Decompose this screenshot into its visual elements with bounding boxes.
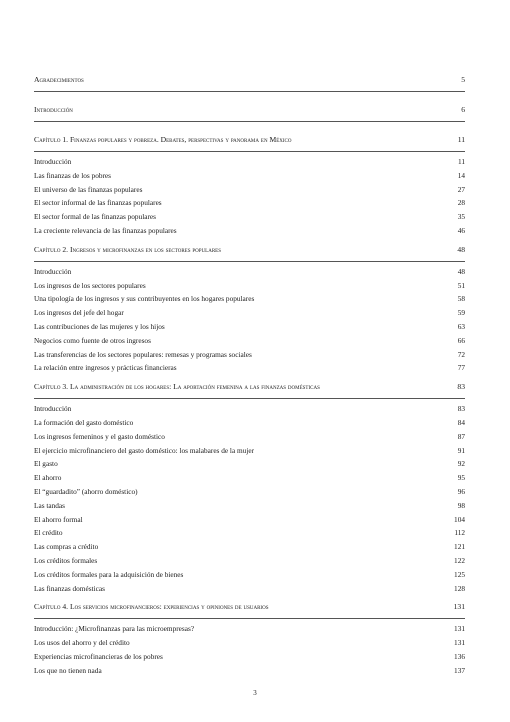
chapter-title: Capítulo 4. Los servicios microfinancieros: experiencias y opiniones de usuarios — [34, 602, 269, 612]
toc-page-number: 136 — [454, 651, 465, 661]
toc-entry[interactable] — [34, 405, 465, 419]
toc-entry-title: Introducción — [34, 157, 72, 166]
toc-entry-title: Negocios como fuente de otros ingresos — [34, 335, 151, 345]
toc-page-number: 104 — [454, 514, 465, 524]
toc-entry-title: El crédito — [34, 528, 63, 538]
toc-page-number: 131 — [454, 624, 465, 634]
toc-page-number: 59 — [457, 308, 465, 318]
toc-page-number: 11 — [457, 157, 465, 166]
chapter-list — [34, 136, 465, 681]
toc-entry[interactable] — [34, 199, 465, 213]
toc-entry-title: Las finanzas de los pobres — [34, 170, 111, 180]
toc-page-number: 122 — [454, 555, 465, 565]
toc-page-number: 66 — [457, 335, 465, 345]
chapter-heading-2[interactable] — [34, 246, 465, 262]
toc-entry[interactable] — [34, 516, 465, 530]
toc-page-number: 46 — [457, 225, 465, 235]
toc-entry-title: El sector informal de las finanzas populares — [34, 198, 162, 208]
toc-page-number: 121 — [454, 542, 465, 552]
toc-entry-title: Los ingresos de los sectores populares — [34, 280, 146, 290]
toc-entry-title: El ahorro formal — [34, 514, 83, 524]
toc-page-number: 58 — [457, 294, 465, 304]
toc-entry-title: El ahorro — [34, 473, 62, 483]
toc-page-number: 51 — [457, 280, 465, 290]
toc-entry[interactable] — [34, 186, 465, 200]
toc-entry-title: El sector formal de las finanzas populares — [34, 212, 156, 222]
toc-entry[interactable] — [34, 268, 465, 282]
page-number-footer: 3 — [253, 689, 257, 697]
toc-entry[interactable] — [34, 282, 465, 296]
toc-entry-title: Los créditos formales para la adquisición de bienes — [34, 569, 184, 579]
chapter-heading-1[interactable] — [34, 136, 465, 152]
toc-page-number: 6 — [461, 105, 465, 114]
toc-entry-title: La relación entre ingresos y prácticas financieras — [34, 363, 177, 373]
toc-entry[interactable] — [34, 323, 465, 337]
toc-entry-title: Una tipología de los ingresos y sus contribuyentes en los hogares populares — [34, 294, 255, 304]
toc-entry-title: El “guardadito” (ahorro doméstico) — [34, 486, 138, 496]
toc-page-number: 96 — [457, 486, 465, 496]
toc-entry[interactable] — [34, 419, 465, 433]
toc-entry-introduccion[interactable] — [34, 106, 465, 122]
toc-entry-title: La creciente relevancia de las finanzas populares — [34, 225, 177, 235]
toc-page-number: 11 — [457, 135, 465, 144]
toc-page-number: 83 — [457, 404, 465, 414]
toc-page-number: 5 — [461, 75, 465, 84]
toc-entry[interactable] — [34, 639, 465, 653]
toc-entry[interactable] — [34, 172, 465, 186]
toc-entry-title: Las compras a crédito — [34, 542, 99, 552]
toc-page-number: 77 — [457, 363, 465, 373]
toc-page-number: 112 — [454, 528, 465, 538]
toc-entry-agradecimientos[interactable] — [34, 76, 465, 92]
toc-entry-title: El ejercicio microfinanciero del gasto doméstico: los malabares de la mujer — [34, 445, 255, 455]
chapter-title: Capítulo 2. Ingresos y microfinanzas en los sectores populares — [34, 244, 222, 254]
toc-entry[interactable] — [34, 460, 465, 474]
table-of-contents — [34, 76, 465, 681]
toc-entry-title: Introducción — [34, 404, 72, 414]
toc-entry[interactable] — [34, 433, 465, 447]
toc-entry-title: Las transferencias de los sectores populares: remesas y programas sociales — [34, 349, 252, 359]
toc-entry[interactable] — [34, 227, 465, 241]
toc-entry-title: Las finanzas domésticas — [34, 583, 105, 593]
toc-entry-title: El gasto — [34, 459, 58, 469]
toc-page-number: 131 — [454, 638, 465, 648]
toc-entry[interactable] — [34, 474, 465, 488]
toc-entry[interactable] — [34, 158, 465, 172]
toc-page-number: 91 — [457, 445, 465, 455]
toc-entry-title: Introducción — [34, 266, 72, 276]
toc-entry-title: Los usos del ahorro y del crédito — [34, 638, 130, 648]
toc-entry[interactable] — [34, 571, 465, 585]
chapter-title: Capítulo 1. Finanzas populares y pobreza. Debates, perspectivas y panorama en México — [34, 135, 292, 144]
toc-entry-title: El universo de las finanzas populares — [34, 184, 143, 194]
toc-page-number: 35 — [457, 212, 465, 222]
toc-page-number: 125 — [454, 569, 465, 579]
toc-page-number: 92 — [457, 459, 465, 469]
toc-entry[interactable] — [34, 667, 465, 681]
toc-entry-title: Los ingresos femeninos y el gasto doméstico — [34, 431, 165, 441]
toc-entry-title: Introducción: ¿Microfinanzas para las microempresas? — [34, 624, 195, 634]
toc-entry[interactable] — [34, 351, 465, 365]
toc-page-number: 63 — [457, 321, 465, 331]
toc-page-number: 84 — [457, 417, 465, 427]
toc-entry[interactable] — [34, 213, 465, 227]
toc-entry[interactable] — [34, 543, 465, 557]
toc-page-number: 48 — [457, 244, 465, 254]
chapter-title: Capítulo 3. La administración de los hogares: La aportación femenina a las finanzas domésticas — [34, 382, 320, 392]
toc-page-number: 95 — [457, 473, 465, 483]
toc-page-number: 27 — [457, 184, 465, 194]
toc-page-number: 128 — [454, 583, 465, 593]
toc-entry[interactable] — [34, 488, 465, 502]
toc-entry[interactable] — [34, 447, 465, 461]
toc-page-number: 87 — [457, 431, 465, 441]
chapter-heading-4[interactable] — [34, 603, 465, 619]
toc-entry-title: Agradecimientos — [34, 75, 84, 84]
toc-entry-title: Introducción — [34, 105, 73, 114]
toc-entry[interactable] — [34, 625, 465, 639]
toc-entry[interactable] — [34, 557, 465, 571]
toc-page-number: 83 — [457, 382, 465, 392]
toc-entry[interactable] — [34, 653, 465, 667]
chapter-heading-3[interactable] — [34, 383, 465, 399]
toc-entry-title: Los ingresos del jefe del hogar — [34, 308, 124, 318]
toc-page-number: 98 — [457, 500, 465, 510]
toc-entry-title: Los créditos formales — [34, 555, 98, 565]
toc-page-number: 72 — [457, 349, 465, 359]
toc-entry-title: Las tandas — [34, 500, 66, 510]
toc-entry[interactable] — [34, 585, 465, 599]
toc-page-number: 14 — [457, 170, 465, 180]
toc-entry[interactable] — [34, 337, 465, 351]
toc-page-number: 48 — [457, 266, 465, 276]
toc-entry-title: La formación del gasto doméstico — [34, 417, 134, 427]
toc-entry[interactable] — [34, 295, 465, 309]
toc-page-number: 137 — [454, 665, 465, 675]
toc-entry-title: Experiencias microfinancieras de los pobres — [34, 651, 163, 661]
toc-entry[interactable] — [34, 309, 465, 323]
toc-entry-title: Los que no tienen nada — [34, 665, 102, 675]
toc-page-number: 131 — [453, 602, 465, 612]
toc-entry[interactable] — [34, 502, 465, 516]
toc-entry-title: Las contribuciones de las mujeres y los hijos — [34, 321, 165, 331]
toc-entry[interactable] — [34, 529, 465, 543]
toc-page-number: 28 — [457, 198, 465, 208]
toc-entry[interactable] — [34, 364, 465, 378]
